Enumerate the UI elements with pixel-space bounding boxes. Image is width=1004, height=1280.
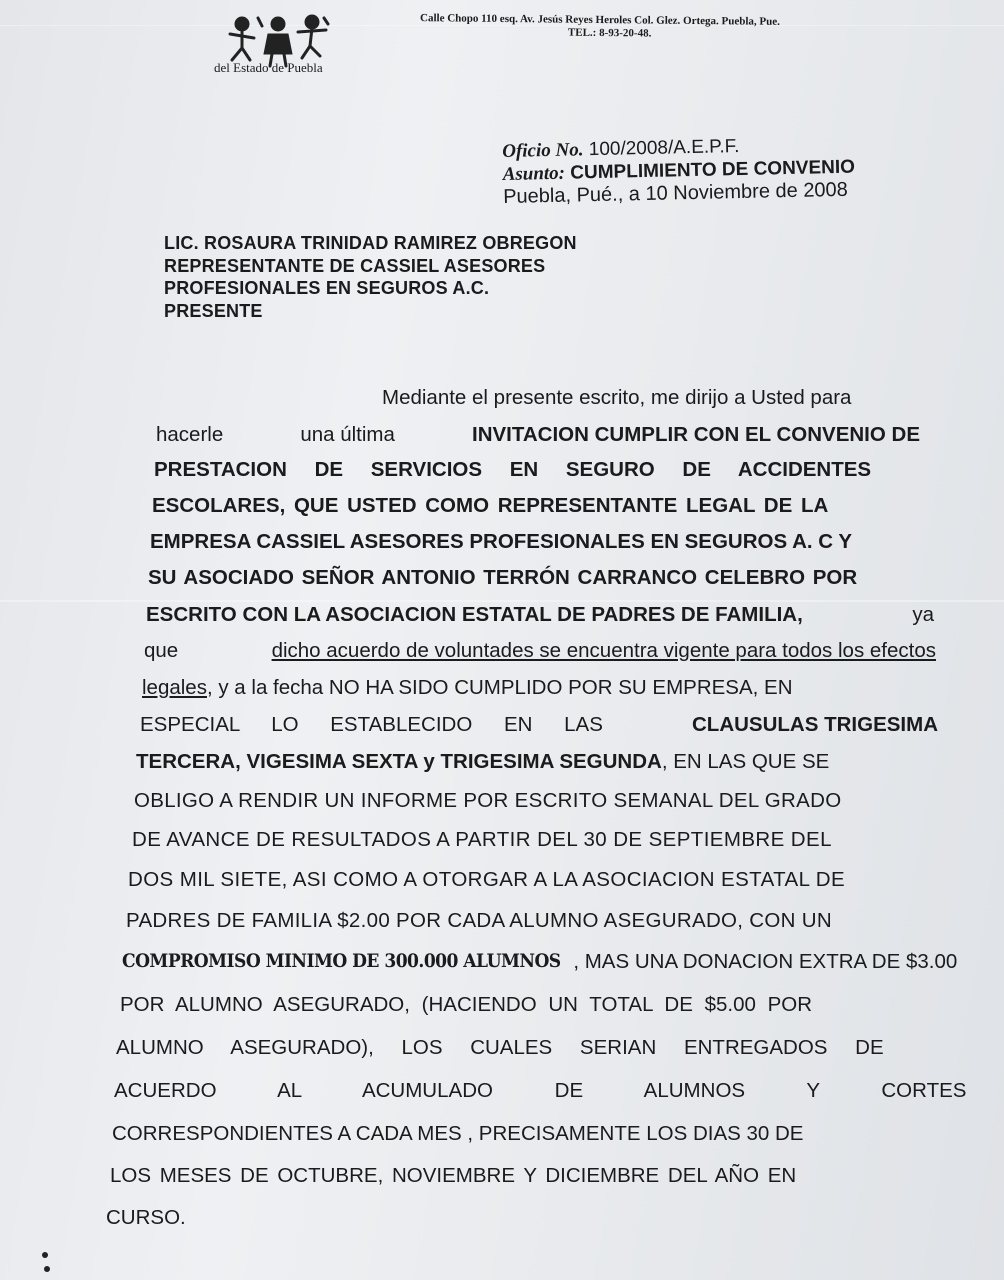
body-text-bold: TERCERA, VIGESIMA SEXTA y TRIGESIMA SEGUNDA xyxy=(136,750,662,773)
body-text: que xyxy=(144,639,179,662)
body-line xyxy=(136,750,829,774)
salutation: PRESENTE xyxy=(164,300,263,321)
recipient-title: REPRESENTANTE DE CASSIEL ASESORES xyxy=(164,255,546,276)
body-line: ESCOLARES, QUE USTED COMO REPRESENTANTE LEGAL DE LA xyxy=(152,494,829,517)
body-text-underlined: legales xyxy=(142,676,207,699)
body-line: Mediante el presente escrito, me dirijo a Usted para xyxy=(382,386,852,409)
body-line xyxy=(122,950,957,974)
body-text-bold: CLAUSULAS TRIGESIMA xyxy=(692,713,938,736)
body-text: una última xyxy=(300,423,395,446)
body-text: , y a la fecha NO HA SIDO CUMPLIDO POR SU EMPRESA, EN xyxy=(206,676,793,699)
body-line: EMPRESA CASSIEL ASESORES PROFESIONALES EN SEGUROS A. C Y xyxy=(150,530,853,553)
body-text-bold: ESCRITO CON LA ASOCIACION ESTATAL DE PADRES DE FAMILIA, xyxy=(146,603,803,626)
body-line: CURSO. xyxy=(106,1206,186,1229)
asunto-value: CUMPLIMIENTO DE CONVENIO xyxy=(570,156,856,184)
body-line xyxy=(140,713,938,737)
body-text: ESPECIAL LO ESTABLECIDO EN LAS xyxy=(140,713,603,736)
body-text-condensed: COMPROMISO MINIMO DE 300.000 ALUMNOS xyxy=(122,950,561,972)
body-line xyxy=(146,603,934,627)
body-line: ALUMNO ASEGURADO), LOS CUALES SERIAN ENTREGADOS DE xyxy=(116,1036,884,1059)
place-date: Puebla, Pué., a 10 Noviembre de 2008 xyxy=(502,178,849,208)
body-line: POR ALUMNO ASEGURADO, (HACIENDO UN TOTAL DE $5.00 POR xyxy=(120,993,813,1016)
body-text: , EN LAS QUE SE xyxy=(661,750,830,773)
org-name: del Estado de Puebla xyxy=(214,60,323,75)
body-line: PRESTACION DE SERVICIOS EN SEGURO DE ACCIDENTES xyxy=(154,458,872,481)
margin-mark xyxy=(44,1266,50,1272)
body-line: ACUERDO AL ACUMULADO DE ALUMNOS Y CORTES xyxy=(114,1079,967,1102)
body-line xyxy=(156,423,920,447)
body-line: SU ASOCIADO SEÑOR ANTONIO TERRÓN CARRANCO CELEBRO POR xyxy=(148,566,858,589)
body-text: , MAS UNA DONACION EXTRA DE $3.00 xyxy=(573,950,958,973)
address-line: Calle Chopo 110 esq. Av. Jesús Reyes Heroles Col. Glez. Ortega. Puebla, Pue. xyxy=(420,12,780,28)
body-line: LOS MESES DE OCTUBRE, NOVIEMBRE Y DICIEMBRE DEL AÑO EN xyxy=(110,1164,797,1187)
recipient-title-cont: PROFESIONALES EN SEGUROS A.C. xyxy=(164,278,490,298)
body-line xyxy=(142,676,793,700)
asunto-label: Asunto: xyxy=(502,162,566,185)
margin-mark xyxy=(42,1252,48,1258)
phone-line: TEL.: 8-93-20-48. xyxy=(567,26,652,40)
recipient-name: LIC. ROSAURA TRINIDAD RAMIREZ OBREGON xyxy=(164,233,577,253)
body-text-underlined: dicho acuerdo de voluntades se encuentra vigente para todos los efectos xyxy=(271,639,936,662)
body-text: hacerle xyxy=(156,423,224,446)
body-line: PADRES DE FAMILIA $2.00 POR CADA ALUMNO ASEGURADO, CON UN xyxy=(126,909,832,932)
body-line: OBLIGO A RENDIR UN INFORME POR ESCRITO SEMANAL DEL GRADO xyxy=(134,789,842,812)
oficio-label: Oficio No. xyxy=(502,139,584,162)
body-text: ya xyxy=(912,603,934,626)
body-line xyxy=(144,639,936,663)
body-line: DOS MIL SIETE, ASI COMO A OTORGAR A LA ASOCIACION ESTATAL DE xyxy=(128,868,846,891)
oficio-number: 100/2008/A.E.P.F. xyxy=(588,136,740,161)
body-line: DE AVANCE DE RESULTADOS A PARTIR DEL 30 DE SEPTIEMBRE DEL xyxy=(132,828,832,851)
body-text-bold: INVITACION CUMPLIR CON EL CONVENIO DE xyxy=(472,423,920,446)
body-line: CORRESPONDIENTES A CADA MES , PRECISAMENTE LOS DIAS 30 DE xyxy=(112,1122,804,1145)
